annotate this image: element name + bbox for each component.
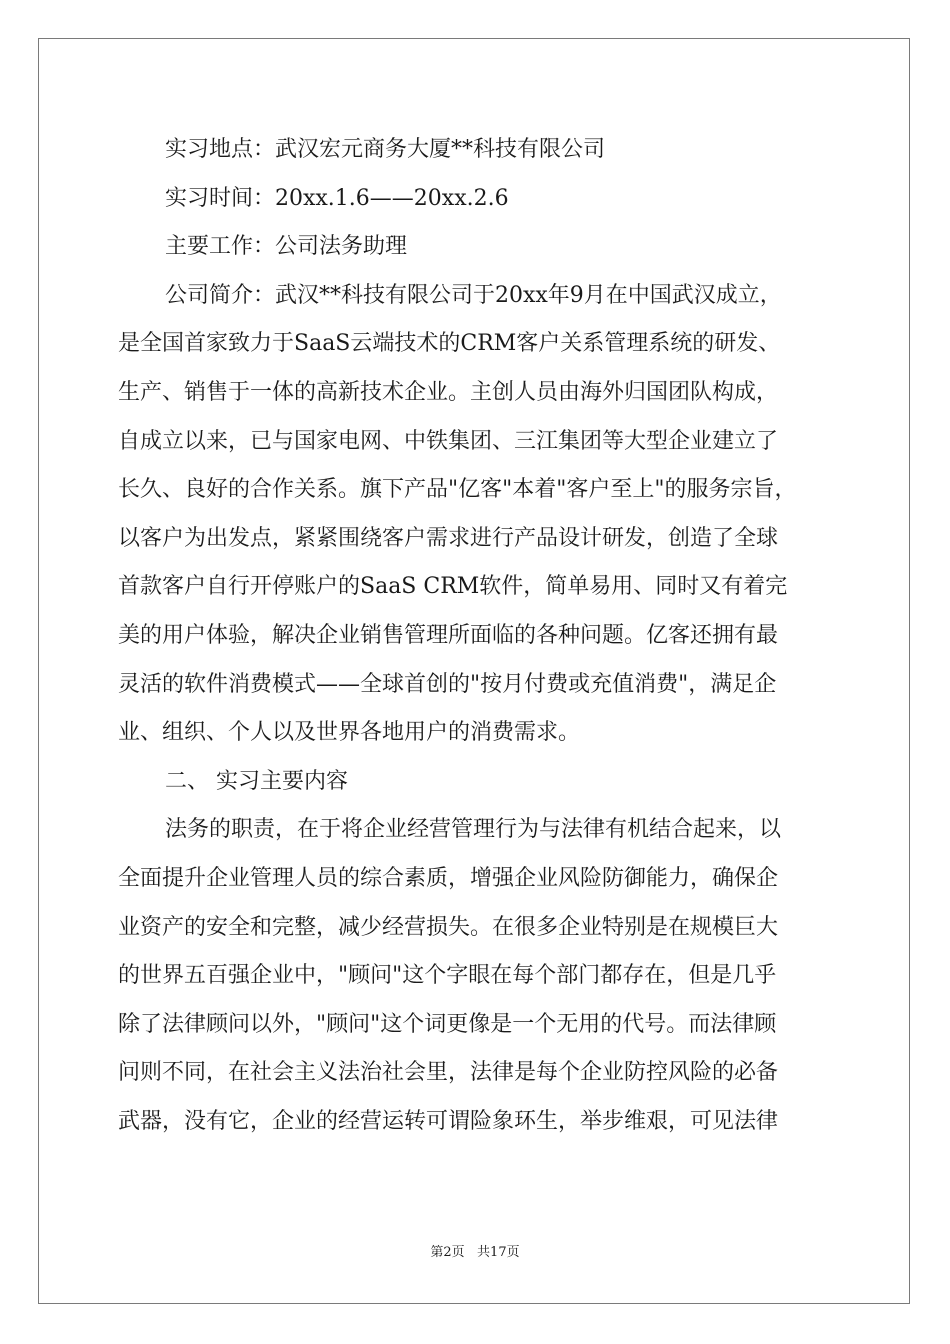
text-line: 美的用户体验，解决企业销售管理所面临的各种问题。亿客还拥有最 (118, 622, 779, 648)
text-line: 业资产的安全和完整，减少经营损失。在很多企业特别是在规模巨大 (118, 914, 779, 940)
text-line: 是全国首家致力于SaaS云端技术的CRM客户关系管理系统的研发、 (118, 331, 781, 357)
section-heading: 二、 实习主要内容 (165, 768, 348, 794)
text-line: 生产、销售于一体的高新技术企业。主创人员由海外归国团队构成， (118, 379, 779, 405)
text-line: 法务的职责，在于将企业经营管理行为与法律有机结合起来，以 (165, 817, 782, 843)
text-line: 业、组织、个人以及世界各地用户的消费需求。 (118, 720, 581, 746)
text-line: 武器，没有它，企业的经营运转可谓险象环生，举步维艰，可见法律 (118, 1108, 779, 1134)
page-number-footer: 第2页 共17页 (430, 1245, 520, 1260)
text-line: 灵活的软件消费模式——全球首创的"按月付费或充值消费"，满足企 (118, 671, 777, 697)
text-line: 的世界五百强企业中，"顾问"这个字眼在每个部门都存在，但是几乎 (118, 963, 777, 989)
text-line: 除了法律顾问以外，"顾问"这个词更像是一个无用的代号。而法律顾 (118, 1011, 777, 1037)
text-line: 首款客户自行开停账户的SaaS CRM软件，简单易用、同时又有着完 (118, 574, 788, 600)
text-line: 主要工作：公司法务助理 (165, 234, 408, 260)
document-body (118, 126, 834, 1146)
text-line: 长久、良好的合作关系。旗下产品"亿客"本着"客户至上"的服务宗旨， (118, 477, 797, 503)
text-line: 问则不同，在社会主义法治社会里，法律是每个企业防控风险的必备 (118, 1060, 779, 1086)
text-line: 自成立以来，已与国家电网、中铁集团、三江集团等大型企业建立了 (118, 428, 779, 454)
text-line: 实习时间：20xx.1.6——20xx.2.6 (165, 185, 509, 211)
text-line: 实习地点：武汉宏元商务大厦**科技有限公司 (165, 137, 606, 162)
text-line: 全面提升企业管理人员的综合素质，增强企业风险防御能力，确保企 (118, 865, 779, 891)
text-line: 以客户为出发点，紧紧围绕客户需求进行产品设计研发，创造了全球 (118, 525, 779, 551)
text-line: 公司简介：武汉**科技有限公司于20xx年9月在中国武汉成立， (165, 282, 782, 308)
